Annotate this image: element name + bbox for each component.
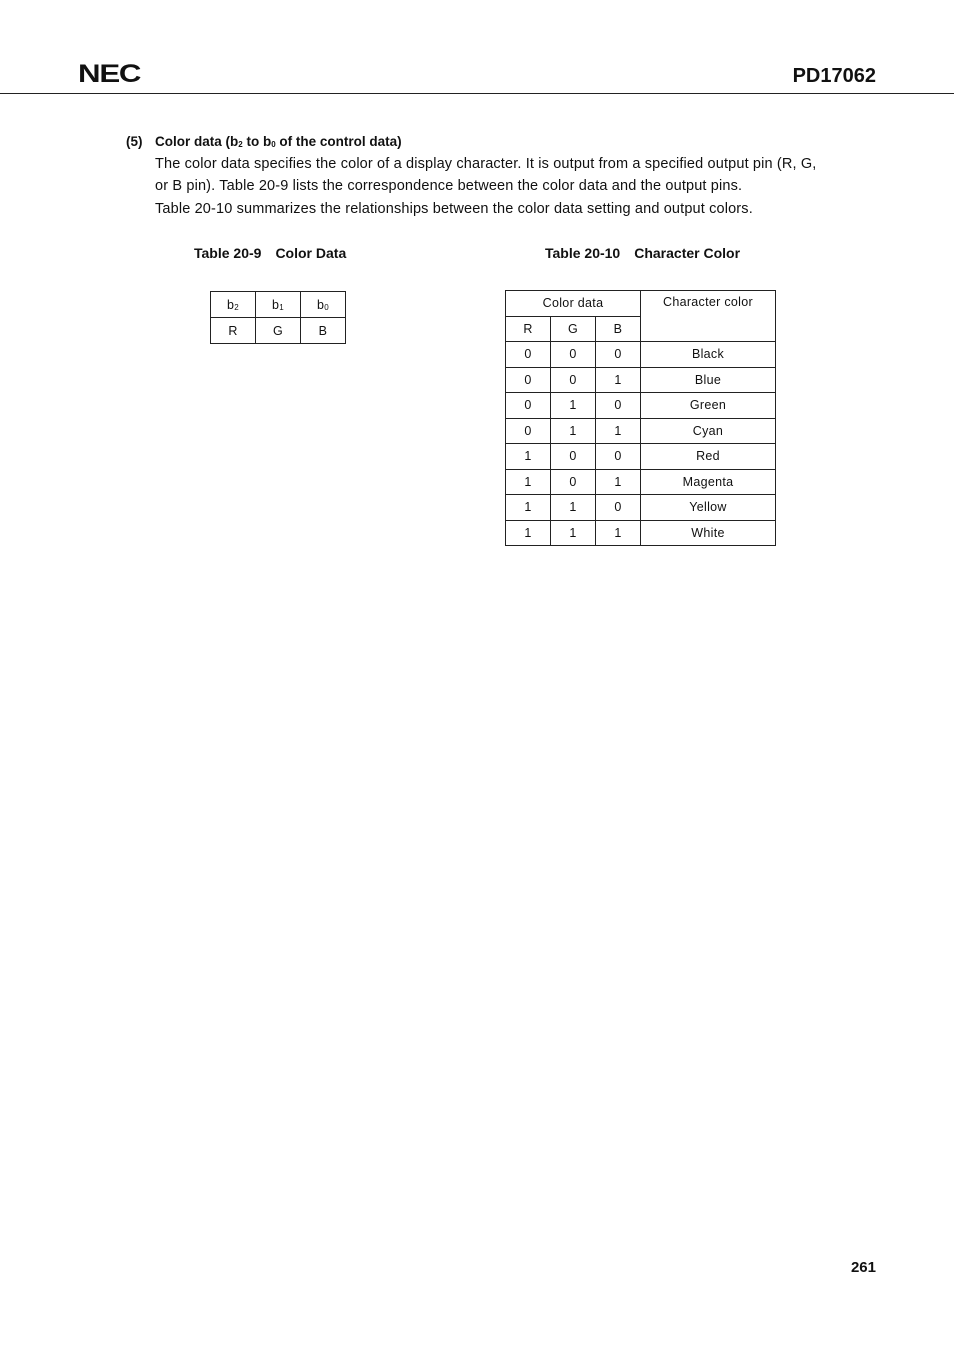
- bit-value-cell-g: 0: [551, 367, 596, 393]
- character-color-cell: Red: [641, 444, 776, 470]
- table-20-10-caption: Table 20-10 Character Color: [545, 245, 741, 261]
- section-heading: [126, 133, 402, 152]
- bit-value-cell-r: 0: [506, 342, 551, 368]
- pin-cell: R: [211, 318, 256, 344]
- character-color-cell: Blue: [641, 367, 776, 393]
- bit-value-cell-b: 0: [596, 393, 641, 419]
- table-row: [506, 520, 776, 546]
- character-color-cell: Magenta: [641, 469, 776, 495]
- bit-value-cell-g: 1: [551, 520, 596, 546]
- character-color-rows: [506, 342, 776, 546]
- bit-value-cell-b: 1: [596, 469, 641, 495]
- table-20-9-caption: Table 20-9 Color Data: [194, 245, 347, 261]
- character-color-cell: Cyan: [641, 418, 776, 444]
- bit-value-cell-g: 0: [551, 342, 596, 368]
- bit-value-cell-b: 1: [596, 520, 641, 546]
- bit-value-cell-r: 1: [506, 444, 551, 470]
- bit-value-cell-b: 0: [596, 495, 641, 521]
- character-color-cell: White: [641, 520, 776, 546]
- bit-header-cell: $b_2$: [211, 292, 256, 318]
- bit-header-g: G: [551, 316, 596, 342]
- pin-cell: G: [256, 318, 301, 344]
- bit-value-cell-b: 1: [596, 418, 641, 444]
- body-line-1: The color data specifies the color of a display character. It is output from a specified output pin (R, G,: [155, 156, 817, 172]
- section-number: (5): [126, 134, 143, 149]
- character-color-cell: Green: [641, 393, 776, 419]
- header-divider: [0, 93, 954, 94]
- bit-value-cell-g: 1: [551, 418, 596, 444]
- table-row: [506, 444, 776, 470]
- bit-header-b: B: [596, 316, 641, 342]
- bit-value-cell-g: 0: [551, 444, 596, 470]
- bit-value-cell-r: 1: [506, 495, 551, 521]
- table-row: [506, 393, 776, 419]
- bit-value-cell-b: 0: [596, 342, 641, 368]
- bit-value-cell-g: 1: [551, 393, 596, 419]
- table-header-row: [506, 291, 776, 317]
- body-line-2: or B pin). Table 20-9 lists the correspondence between the color data and the output pins.: [155, 178, 743, 194]
- bit-header-cell: $b_1$: [256, 292, 301, 318]
- bit-value-cell-b: 0: [596, 444, 641, 470]
- bit-value-cell-r: 1: [506, 469, 551, 495]
- bit-value-cell-r: 0: [506, 367, 551, 393]
- bit-value-cell-r: 1: [506, 520, 551, 546]
- section-title: Color data ($b_2$ to $b_0$ of the control data): [155, 134, 402, 149]
- page-number: 261: [850, 1259, 876, 1276]
- table-row: [211, 292, 346, 318]
- table-row: [506, 469, 776, 495]
- bit-header-cell: $b_0$: [301, 292, 346, 318]
- character-color-table: [505, 290, 776, 546]
- document-id: PD17062: [792, 65, 876, 87]
- color-data-table: [210, 291, 346, 344]
- character-color-header: Character color: [641, 291, 776, 342]
- body-line-3: Table 20-10 summarizes the relationships between the color data setting and output colors.: [155, 201, 753, 217]
- bit-value-cell-r: 0: [506, 418, 551, 444]
- table-row: [211, 318, 346, 344]
- bit-value-cell-b: 1: [596, 367, 641, 393]
- color-data-group-header: Color data: [506, 291, 641, 317]
- table-row: [506, 342, 776, 368]
- nec-logo: NEC: [78, 60, 141, 88]
- bit-header-r: R: [506, 316, 551, 342]
- bit-value-cell-r: 0: [506, 393, 551, 419]
- character-color-cell: Yellow: [641, 495, 776, 521]
- table-row: [506, 495, 776, 521]
- table-row: [506, 367, 776, 393]
- character-color-cell: Black: [641, 342, 776, 368]
- bit-value-cell-g: 1: [551, 495, 596, 521]
- bit-value-cell-g: 0: [551, 469, 596, 495]
- table-row: [506, 418, 776, 444]
- pin-cell: B: [301, 318, 346, 344]
